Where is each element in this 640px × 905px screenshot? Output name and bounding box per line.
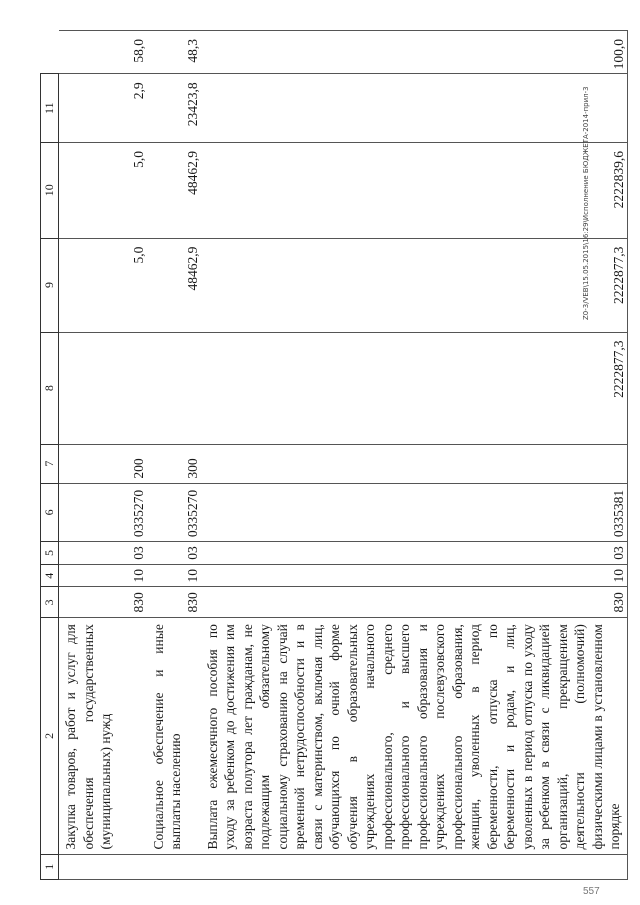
cell-empty [201,854,628,879]
col-header-8: 8 [41,332,59,444]
table-row [59,31,147,880]
cell-pr: 03 [59,542,147,565]
col-header-11: 11 [41,74,59,143]
column-header-row [41,31,59,880]
row-name: Закупка товаров, работ и услуг для обеспечения государственных (муниципальных) нужд [59,618,147,854]
col-header-5: 5 [41,542,59,565]
rotated-page-content [40,30,626,880]
table-row [147,31,201,880]
cell-vr [201,444,628,483]
cell-csr: 0335270 [59,483,147,542]
cell-csr: 0335381 [201,483,628,542]
cell-col11 [201,74,628,143]
row-name: Выплата ежемесячного пособия по уходу за ребенком до достижения им возраста полутора лет гражданам, не подлежащим обязательному социальному страхованию на случай временной нетрудоспособности и в связи с материнством, включая лиц, обучающихся по очной форме обучения в образовательных учреждениях начального профессионального, среднего профессионального и высшего профессионального образования и учреждениях послевузовского профессионального образования, женщин, уволенных в период беременности, отпуска по беременности и родам, и лиц, уволенных в период отпуска по уходу за ребенком в связи с ликвидацией организаций, прекращением деятельности (полномочий) физическими лицами в установленном порядке [201,618,628,854]
col-header-2: 2 [41,618,59,854]
col-header-7: 7 [41,444,59,483]
cell-col12: 48,3 [147,31,201,74]
rotated-page-frame [40,30,626,880]
cell-col10: 5,0 [59,142,147,238]
cell-rz: 10 [147,564,201,587]
cell-pr: 03 [147,542,201,565]
cell-empty [147,854,201,879]
cell-col8 [59,332,147,444]
cell-col12: 58,0 [59,31,147,74]
cell-col8 [147,332,201,444]
col-header-1: 1 [41,854,59,879]
cell-vr: 300 [147,444,201,483]
cell-grbs: 830 [201,587,628,618]
table-row [201,31,628,880]
col-header-10: 10 [41,142,59,238]
cell-rz: 10 [59,564,147,587]
cell-col9: 48462,9 [147,238,201,332]
col-header-4: 4 [41,564,59,587]
cell-col9: 5,0 [59,238,147,332]
page-number-mark: 557 [583,886,600,897]
cell-grbs: 830 [147,587,201,618]
cell-col9: 2222877,3 [201,238,628,332]
cell-vr: 200 [59,444,147,483]
row-name: Социальное обеспечение и иные выплаты населению [147,618,201,854]
cell-col8: 2222877,3 [201,332,628,444]
cell-col10: 48462,9 [147,142,201,238]
col-header-9: 9 [41,238,59,332]
cell-col11: 2,9 [59,74,147,143]
cell-rz: 10 [201,564,628,587]
cell-grbs: 830 [59,587,147,618]
budget-table [40,30,628,880]
cell-col11: 23423,8 [147,74,201,143]
document-footer-path: Z0-3/VEB\15.05.2015\16:29\Исполнение БЮДЖЕТА-2014-прил-3 [582,86,590,320]
cell-empty [59,854,147,879]
cell-col10: 2222839,6 [201,142,628,238]
cell-col12: 100,0 [201,31,628,74]
col-header-6: 6 [41,483,59,542]
col-header-3: 3 [41,587,59,618]
cell-pr: 03 [201,542,628,565]
cell-csr: 0335270 [147,483,201,542]
